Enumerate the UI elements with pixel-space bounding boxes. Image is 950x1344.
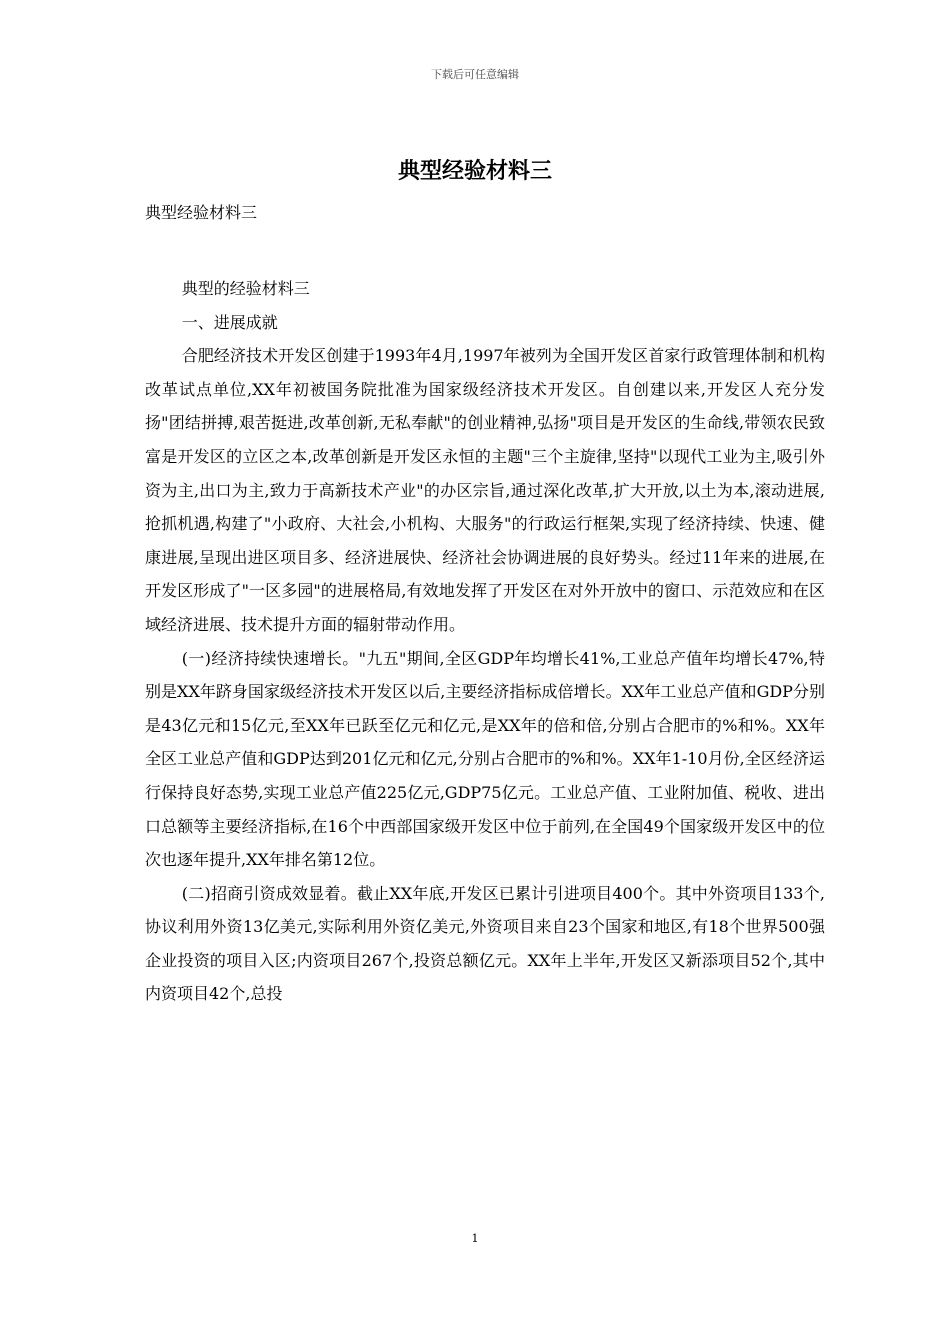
document-subtitle: 典型经验材料三 — [145, 203, 258, 222]
paragraph-heading-intro: 典型的经验材料三 — [181, 279, 310, 298]
paragraph-economic-growth: (一)经济持续快速增长。"九五"期间,全区GDP年均增长41%,工业总产值年均增长47%,特别是XX年跻身国家级经济技术开发区以后,主要经济指标成倍增长。XX年工业总产值和GDP分别是43亿元和15亿元,至XX年已跃至亿元和亿元,是XX年的倍和倍,分别占合肥市的%和%。XX年全区工业总产值和GDP达到201亿元和亿元,分别占合肥市的%和%。XX年1-10月份,全区经济运行保持良好态势,实现工业总产值225亿元,GDP75亿元。工业总产值、工业附加值、税收、进出口总额等主要经济指标,在16个中西部国家级开发区中位于前列,在全国49个国家级开发区中的位次也逐年提升,XX年排名第12位。 — [145, 648, 825, 870]
page-header-note: 下载后可任意编辑 — [431, 68, 519, 81]
paragraph-section-heading: 一、进展成就 — [181, 312, 278, 332]
paragraph-overview: 合肥经济技术开发区创建于1993年4月,1997年被列为全国开发区首家行政管理体制和机构改革试点单位,XX年初被国务院批准为国家级经济技术开发区。自创建以来,开发区人充分发扬"团结拼搏,艰苦挺进,改革创新,无私奉献"的创业精神,弘扬"项目是开发区的生命线,带领农民致富是开发区的立区之本,改革创新是开发区永恒的主题"三个主旋律,坚持"以现代工业为主,吸引外资为主,出口为主,致力于高新技术产业"的办区宗旨,通过深化改革,扩大开放,以土为本,滚动进展,抢抓机遇,构建了"小政府、大社会,小机构、大服务"的行政运行框架,实现了经济持续、快速、健康进展,呈现出进区项目多、经济进展快、经济社会协调进展的良好势头。经过11年来的进展,在开发区形成了"一区多园"的进展格局,有效地发挥了开发区在对外开放中的窗口、示范效应和在区域经济进展、技术提升方面的辐射带动作用。 — [145, 346, 825, 634]
paragraph-investment: (二)招商引资成效显着。截止XX年底,开发区已累计引进项目400个。其中外资项目133个,协议利用外资13亿美元,实际利用外资亿美元,外资项目来自23个国家和地区,有18个世界500强企业投资的项目入区;内资项目267个,投资总额亿元。XX年上半年,开发区又新添项目52个,其中内资项目42个,总投 — [145, 883, 825, 1004]
document-body — [145, 272, 825, 1011]
document-title: 典型经验材料三 — [397, 158, 552, 184]
page-number: 1 — [471, 1232, 479, 1245]
